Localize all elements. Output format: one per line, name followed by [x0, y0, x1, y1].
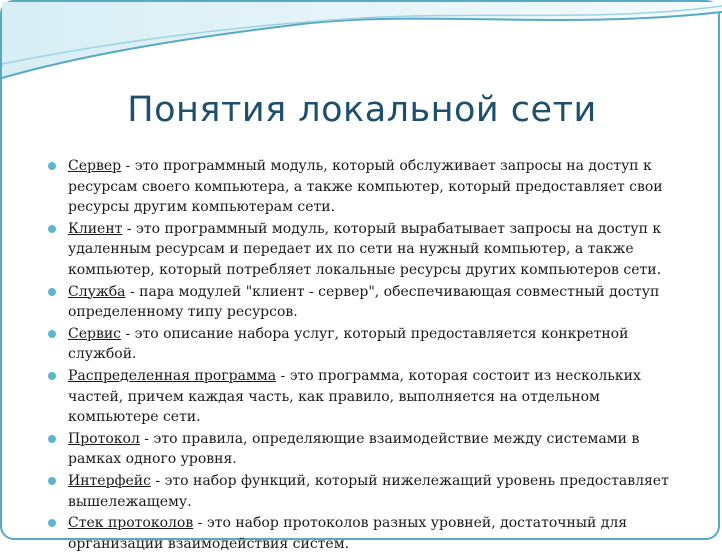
list-item	[48, 282, 692, 323]
term-label: Распределенная программа	[68, 367, 277, 384]
term-label: Протокол	[68, 430, 140, 447]
definition-text: - это описание набора услуг, который предоставляется конкретной службой.	[68, 325, 629, 363]
definition-list	[48, 156, 692, 555]
term-label: Интерфейс	[68, 472, 151, 489]
definition-text: - это набор протоколов разных уровней, достаточный для организации взаимодействия систем.	[68, 515, 628, 552]
definition-text: - это программный модуль, который вырабатывает запросы на доступ к удаленным ресурсам и передает их по сети на нужный компьютер, а также компьютер, который потребляет локальные ресурсы других компьютеров сети.	[68, 220, 662, 278]
term-label: Сервер	[68, 158, 122, 174]
bullet-icon	[48, 162, 56, 170]
definition-text: - это программный модуль, который обслуживает запросы на доступ к ресурсам своего компьютера, а также компьютер, который предоставляет свои ресурсы другим компьютерам сети.	[68, 158, 663, 216]
term-label: Клиент	[68, 220, 123, 237]
list-item	[48, 219, 692, 281]
list-item	[48, 156, 692, 218]
bullet-icon	[48, 330, 56, 338]
bullet-icon	[48, 288, 56, 296]
definition-text: - это правила, определяющие взаимодействие между системами в рамках одного уровня.	[68, 430, 640, 468]
definition-text: - это программа, которая состоит из нескольких частей, причем каждая часть, как правило, выполняется на отдельном компьютере сети.	[68, 367, 641, 426]
list-item	[48, 471, 692, 512]
bullet-icon	[48, 225, 56, 233]
term-label: Стек протоколов	[68, 515, 194, 532]
bullet-icon	[48, 477, 56, 485]
list-item	[48, 366, 692, 428]
list-item	[48, 513, 692, 554]
list-item	[48, 324, 692, 365]
slide-title: Понятия локальной сети	[127, 90, 597, 130]
decorative-wave	[2, 2, 722, 92]
definition-text: - это набор функций, который нижележащий уровень предоставляет вышележащему.	[68, 472, 669, 510]
bullet-icon	[48, 519, 56, 527]
bullet-icon	[48, 435, 56, 443]
term-label: Сервис	[68, 325, 122, 342]
term-label: Служба	[68, 283, 126, 300]
definition-text: - пара модулей "клиент - сервер", обеспечивающая совместный доступ определенному типу ресурсов.	[68, 283, 660, 321]
bullet-icon	[48, 372, 56, 380]
list-item	[48, 429, 692, 470]
